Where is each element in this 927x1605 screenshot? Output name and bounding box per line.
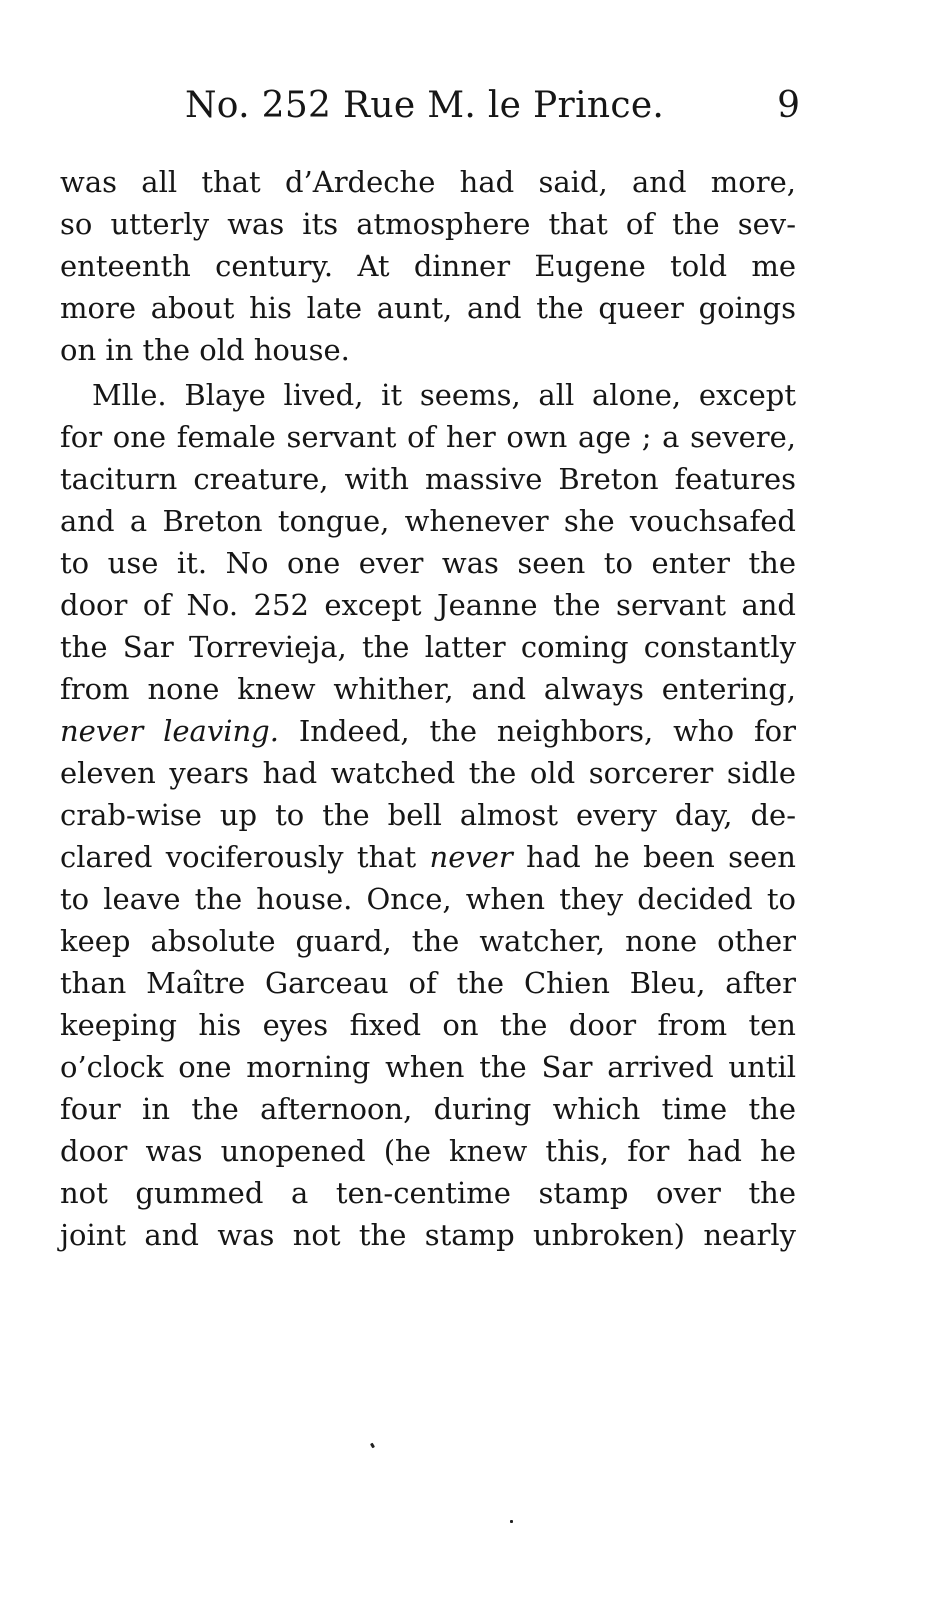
text-line	[60, 836, 796, 878]
text-line: door was unopened (he knew this, for had he	[60, 1134, 796, 1168]
text-run: had he been seen	[512, 840, 796, 874]
text-line: was all that d’Ardeche had said, and more,	[60, 165, 796, 199]
text-line: more about his late aunt, and the queer goings	[60, 291, 796, 325]
text-line: on in the old house.	[60, 333, 350, 367]
paragraph-first-line: Mlle. Blaye lived, it seems, all alone, except	[92, 378, 796, 412]
text-line: to leave the house. Once, when they decided to	[60, 882, 796, 916]
running-head	[60, 82, 800, 130]
text-line: four in the afternoon, during which time the	[60, 1092, 796, 1126]
text-run: Indeed, the neighbors, who for	[278, 714, 796, 748]
text-line: the Sar Torrevieja, the latter coming constantly	[60, 630, 796, 664]
text-line: from none knew whither, and always entering,	[60, 672, 796, 706]
page-number: 9	[777, 85, 800, 126]
text-run: clared vociferously that	[60, 840, 430, 874]
text-line: keeping his eyes fixed on the door from ten	[60, 1008, 796, 1042]
text-line: than Maître Garceau of the Chien Bleu, after	[60, 966, 796, 1000]
text-line: enteenth century. At dinner Eugene told me	[60, 249, 796, 283]
text-line: keep absolute guard, the watcher, none other	[60, 924, 796, 958]
ink-speck	[370, 1443, 375, 1449]
text-line: so utterly was its atmosphere that of the sev-	[60, 207, 796, 241]
running-title: No. 252 Rue M. le Prince.	[185, 85, 665, 126]
text-line	[60, 710, 796, 752]
ink-speck	[510, 1520, 513, 1523]
text-line: taciturn creature, with massive Breton features	[60, 462, 796, 496]
text-line: and a Breton tongue, whenever she vouchsafed	[60, 504, 796, 538]
italic-emphasis: never leaving.	[60, 714, 279, 748]
text-line: joint and was not the stamp unbroken) nearly	[60, 1218, 796, 1252]
text-line: crab-wise up to the bell almost every day, de-	[60, 798, 796, 832]
text-line: eleven years had watched the old sorcerer sidle	[60, 756, 796, 790]
text-line: o’clock one morning when the Sar arrived until	[60, 1050, 796, 1084]
text-line: not gummed a ten-centime stamp over the	[60, 1176, 796, 1210]
italic-emphasis: never	[429, 840, 513, 874]
text-line: door of No. 252 except Jeanne the servant and	[60, 588, 796, 622]
text-line: to use it. No one ever was seen to enter the	[60, 546, 796, 580]
text-line: for one female servant of her own age ; a severe,	[60, 420, 796, 454]
